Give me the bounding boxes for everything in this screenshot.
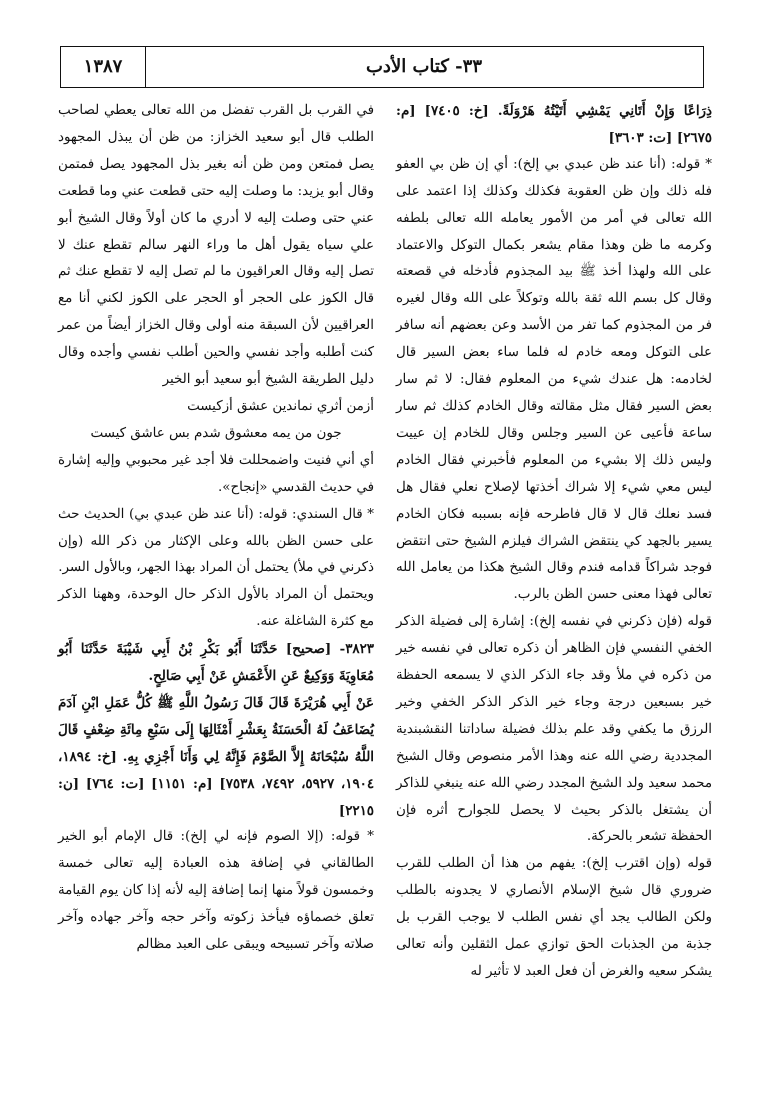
hadith-continuation: ذِرَاعًا وَإِنْ أَتَانِي يَمْشِي أَتَيْتُهُ هَرْوَلَةً. [خ: ٧٤٠٥] [م: ٢٦٧٥] [ت: ٣٦٠٣] <box>396 103 712 146</box>
page-header <box>60 46 704 88</box>
page-number: ١٣٨٧ <box>61 47 146 87</box>
commentary-paragraph: * قوله: (أنا عند ظن عبدي بي إلخ): أي إن ظن بي العفو فله ذلك وإن ظن العقوبة فكذلك وكذلك إذا اعتمد على الله تعالى في أمر من الأمور يعامله الله تعالى بلطفه وكرمه ما ظن وهذا مقام يشعر بكمال التوكل والاعتماد على الله ولهذا أخذ ﷺ بيد المجذوم فأدخله في قصعته وقال كل بسم الله ثقة بالله وتوكلاً على الله وقال لغيره فر من المجذوم كما تفر من الأسد وعن بعضهم أنه سافر على التوكل ومعه خادم له فلما ساء بعض السير قال لخادمه: هل عندك شيء من المعلوم فقال: لا ثم سار بعض السير فقال مثل مقالته وقال الخادم كذلك ثم سار ساعة فأعيى عن السير وجلس وقال للخادم إن عييت وليس ذلك إلا بشيء من المعلوم فأخبرني فقال الخادم ليس معي شيء إلا شراك أخذتها لإصلاح نعلي فقال هل فسد نعلك قال لا قال فاطرحه فإنه بسببه فكان الخادم يسير بالجهد كي ينتقض الشراك فيلزم الشيخ حتى انتقض فوجد شراكاً قدامه فندم وقال الشيخ هكذا من يعامل الله تعالى فهذا معنى حسن الظن بالرب. <box>396 156 712 603</box>
commentary-paragraph: قوله (وإن اقترب إلخ): يفهم من هذا أن الطلب للقرب ضروري قال شيخ الإسلام الأنصاري لا يجدونه بالطلب ولكن الطالب يجد أي نفس الطلب لا يوجب القرب بل جذبة من الجذبات الحق توازي عمل الثقلين وأنه تعالى يشكر سعيه والغرض أن فعل العبد لا تأثير له <box>396 856 712 979</box>
commentary-paragraph: ويحتمل أن المراد بالأول الذكر حال الوحدة، وههنا الذكر مع كثرة الشاغلة عنه. <box>58 587 374 630</box>
hadith-text: عَنْ أَبِي هُرَيْرَةَ قَالَ قَالَ رَسُولُ اللَّهِ ﷺ كُلُّ عَمَلِ ابْنِ آدَمَ يُضَاعَفُ لَهُ الْحَسَنَةُ بِعَشْرِ أَمْثَالِهَا إِلَى سَبْعِ مِائَةِ ضِعْفٍ قَالَ اللَّهُ سُبْحَانَهُ إِلاَّ الصَّوْمَ فَإِنَّهُ لِي وَأَنَا أَجْزِي بِهِ. [خ: ١٨٩٤، ١٩٠٤، ٥٩٢٧، ٧٤٩٢، ٧٥٣٨] [م: ١١٥١] [ت: ٧٦٤] [ن: ٢٢١٥] <box>58 694 375 819</box>
commentary-paragraph: قوله (فإن ذكرني في نفسه إلخ): إشارة إلى فضيلة الذكر الخفي النفسي فإن الظاهر أن ذكره تعالى في نفسه خير من ذكره في ملأ وقد جاء الذكر الذي لا يسمعه الحفظة خير بسبعين درجة وجاء خير الذكر الذكر الخفي وخير الرزق ما يكفي وقد علم بذلك فضيلة ساداتنا النقشبندية المجددية رضي الله عنه وهذا الأمر منصوص وقال الشيخ محمد سعيد ولد الشيخ المجدد رضي الله عنه ينبغي للذاكر أن يشتغل بالذكر بحيث لا يحصل للجوارح أثره فإن الحفظة تشعر بالحركة. <box>396 614 712 845</box>
chapter-title: ٣٣- كتاب الأدب <box>365 56 482 77</box>
commentary-paragraph: * قال السندي: قوله: (أنا عند ظن عبدي بي) الحديث حث على حسن الظن بالله وعلى الإكثار من ذكر الله (وإن ذكرني في ملأ) يحتمل أن المراد بهذا الجهر، وبالأول السر. <box>58 506 374 576</box>
left-column <box>58 98 374 959</box>
right-column <box>396 98 712 986</box>
persian-verse: أزمن أثري نماندين عشق أزكيست <box>187 398 374 414</box>
commentary-paragraph: أي أني فنيت واضمحللت فلا أجد غير محبوبي وإليه إشارة في حديث القدسي «إنجاح». <box>58 452 374 495</box>
commentary-paragraph: في القرب بل القرب تفضل من الله تعالى يعطي لصاحب الطلب قال أبو سعيد الخزاز: من ظن أن يبذل المجهود يصل فمتعن ومن ظن أنه بغير بذل المجهود يصل فمتمن وقال أبو يزيد: ما وصلت إليه حتى قطعت عني وما قطعت عني حتى وصلت إليه لا أدري ما كان أولاً وقال الشيخ أبو علي سياه يقول أهل ما وراء النهر سالم تقطع عنك لا تصل إليه وقال العراقيون ما لم تصل إليه لا تقطع عنك ثم قال الكوز على الحجر أو الحجر على الكوز لكني أنا مع العراقيين لأن السبقة منه أولى وقال الخزاز أيضاً من عمر كنت أطلبه وأجد نفسي والحين أطلب نفسي وأجده وقال دليل الطريقة الشيخ أبو سعيد أبو الخير <box>58 103 374 388</box>
commentary-paragraph: * قوله: (إلا الصوم فإنه لي إلخ): قال الإمام أبو الخير الطالقاني في إضافة هذه العبادة إليه تعالى خمسة وخمسون قولاً منها إنما إضافة إليه لأنه إذا كان يوم القيامة تعلق خصماؤه فيأخذ زكوته وآخر حجه وآخر جهاده وآخر صلاته وآخر تسبيحه ويبقى على العبد مظالم <box>58 829 374 953</box>
persian-verse: جون من يمه معشوق شدم بس عاشق كيست <box>90 425 342 441</box>
hadith-isnad: ٣٨٢٣- [صحيح] حَدَّثَنَا أَبُو بَكْرِ بْنُ أَبِي شَيْبَةَ حَدَّثَنَا أَبُو مُعَاوِيَةَ وَوَكِيعٌ عَنِ الأَعْمَشِ عَنْ أَبِي صَالِحٍ. <box>58 641 374 685</box>
